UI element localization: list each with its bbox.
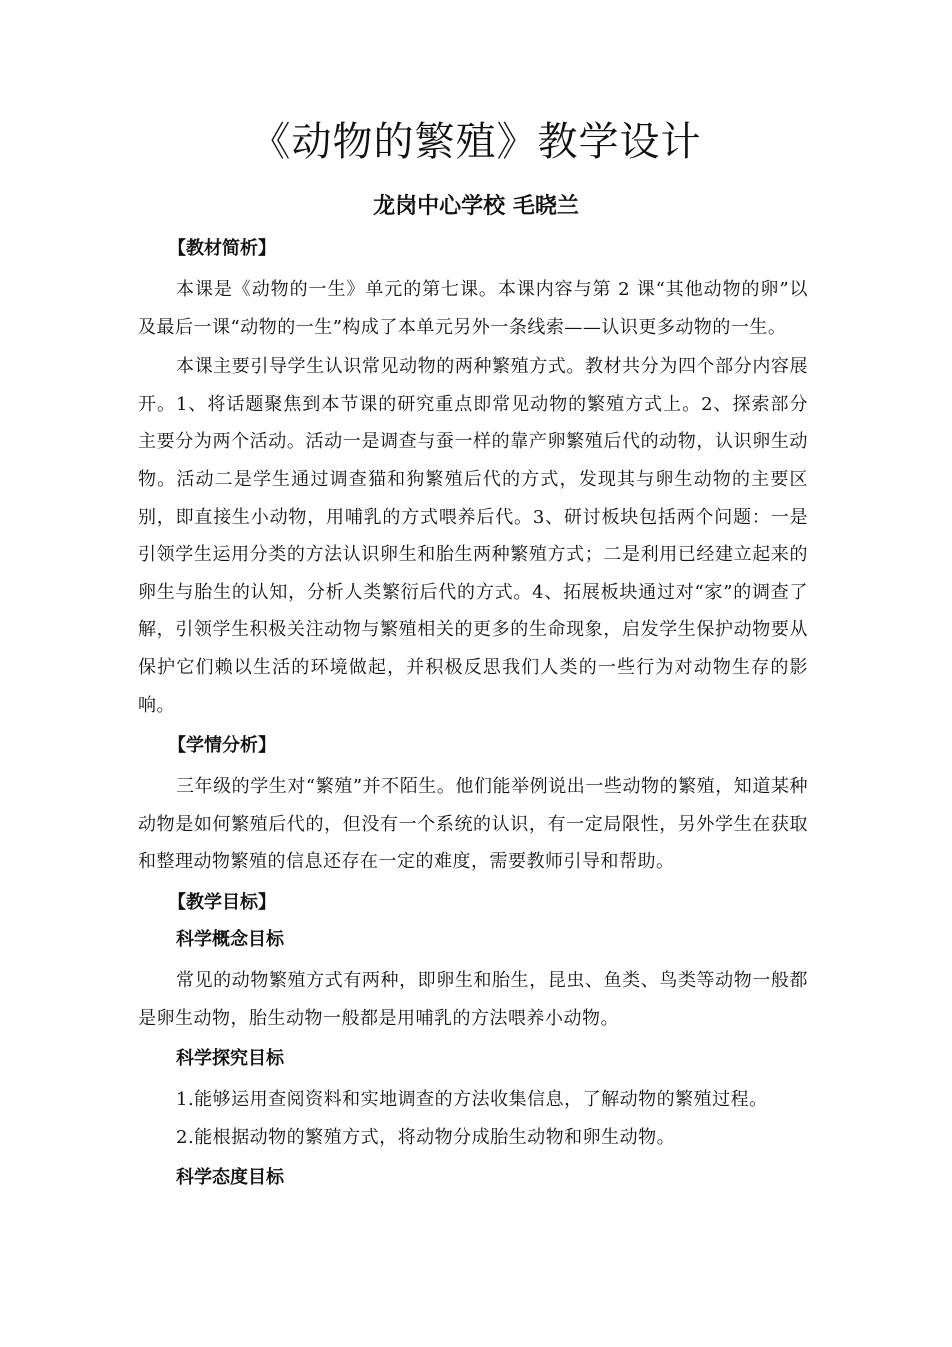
- paragraph-textbook-2: 本课主要引导学生认识常见动物的两种繁殖方式。教材共分为四个部分内容展开。1、将话题聚焦到本节课的研究重点即常见动物的繁殖方式上。2、探索部分主要分为两个活动。活动一是调查与蚕一样的靠产卵繁殖后代的动物，认识卵生动物。活动二是学生通过调查猫和狗繁殖后代的方式，发现其与卵生动物的主要区别，即直接生小动物，用哺乳的方式喂养后代。3、研讨板块包括两个问题：一是引领学生运用分类的方法认识卵生和胎生两种繁殖方式；二是利用已经建立起来的卵生与胎生的认知，分析人类繁衍后代的方式。4、拓展板块通过对“家”的调查了解，引领学生积极关注动物与繁殖相关的更多的生命现象，启发学生保护动物要从保护它们赖以生活的环境做起，并积极反思我们人类的一些行为对动物生存的影响。: [138, 356, 808, 716]
- document-title: 《动物的繁殖》教学设计: [250, 119, 702, 165]
- paragraph-concept-goal: 常见的动物繁殖方式有两种，即卵生和胎生，昆虫、鱼类、鸟类等动物一般都是卵生动物，胎生动物一般都是用哺乳的方法喂养小动物。: [138, 969, 808, 1029]
- document-body: [138, 234, 808, 1200]
- section-heading-goals: 【教学目标】: [168, 891, 276, 913]
- document-author: 龙岗中心学校 毛晓兰: [373, 194, 579, 219]
- paragraph-students-1: 三年级的学生对“繁殖”并不陌生。他们能举例说出一些动物的繁殖，知道某种动物是如何繁殖后代的，但没有一个系统的认识，有一定局限性，另外学生在获取和整理动物繁殖的信息还存在一定的难度，需要教师引导和帮助。: [138, 776, 808, 873]
- section-heading-textbook: 【教材简析】: [168, 238, 276, 259]
- subheading-attitude-goal: 科学态度目标: [176, 1167, 284, 1189]
- list-item-inquiry-1: 1.能够运用查阅资料和实地调查的方法收集信息，了解动物的繁殖过程。: [176, 1089, 768, 1111]
- list-item-inquiry-2: 2.能根据动物的繁殖方式，将动物分成胎生动物和卵生动物。: [176, 1126, 676, 1148]
- subheading-inquiry-goal: 科学探究目标: [176, 1048, 284, 1070]
- subheading-concept-goal: 科学概念目标: [176, 928, 284, 950]
- paragraph-textbook-1: 本课是《动物的一生》单元的第七课。本课内容与第 2 课“其他动物的卵”以及最后一课“动物的一生”构成了本单元另外一条线索——认识更多动物的一生。: [138, 279, 808, 338]
- section-heading-students: 【学情分析】: [168, 735, 276, 757]
